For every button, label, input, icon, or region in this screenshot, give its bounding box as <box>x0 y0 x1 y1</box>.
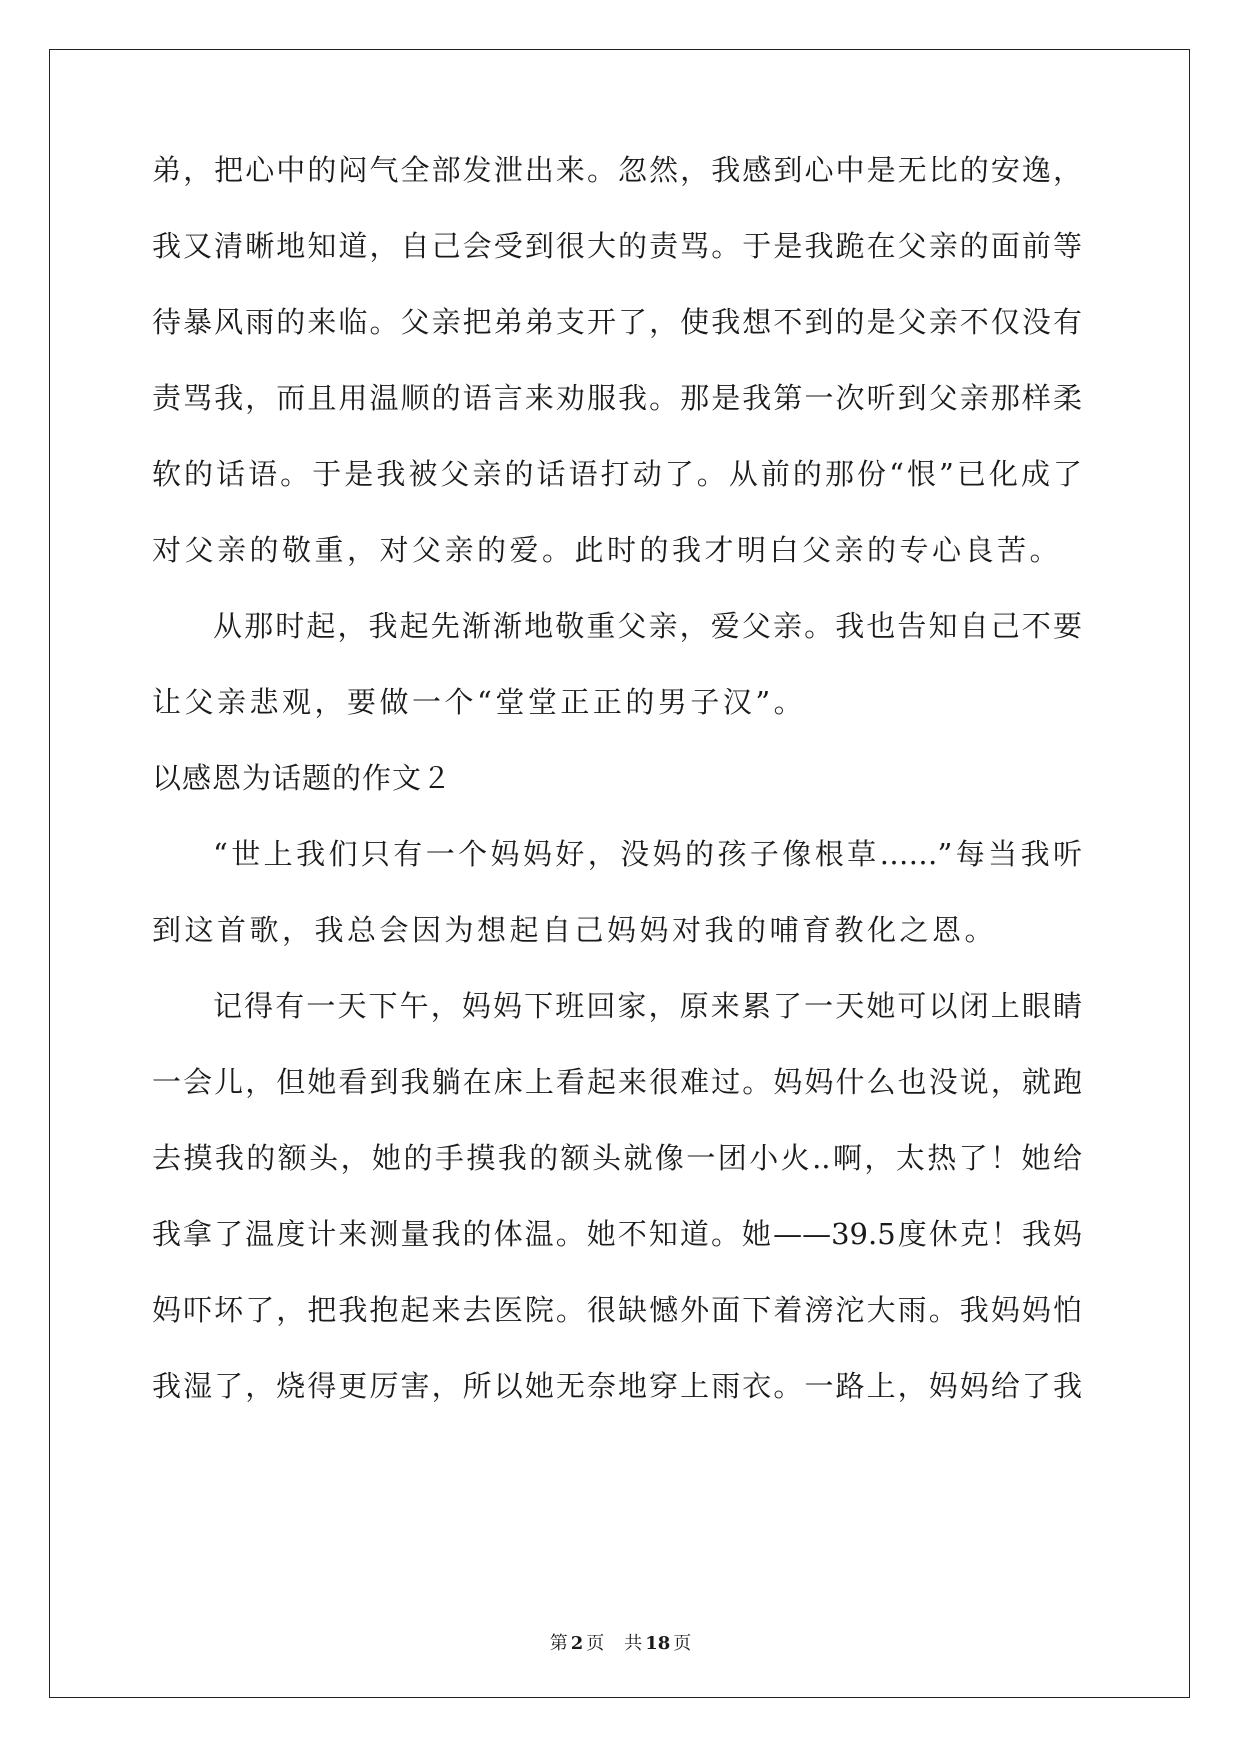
paragraph-line: 对父亲的敬重，对父亲的爱。此时的我才明白父亲的专心良苦。 <box>152 533 1063 567</box>
footer-total-pages: 18 <box>645 1633 671 1654</box>
paragraph-line: 我又清晰地知道，自己会受到很大的责骂。于是我跪在父亲的面前等 <box>152 229 1082 263</box>
footer-page-number: 2 <box>570 1633 584 1654</box>
paragraph-line: “世上我们只有一个妈妈好，没妈的孩子像根草……”每当我听 <box>213 837 1082 871</box>
paragraph-line: 一会儿，但她看到我躺在床上看起来很难过。妈妈什么也没说，就跑 <box>152 1065 1082 1099</box>
footer-page-suffix: 页 <box>586 1633 605 1654</box>
footer-total-suffix: 页 <box>673 1633 692 1654</box>
footer-prefix: 第 <box>549 1633 568 1654</box>
paragraph-line: 我湿了，烧得更厉害，所以她无奈地穿上雨衣。一路上，妈妈给了我 <box>152 1369 1082 1403</box>
footer-total-prefix: 共 <box>624 1633 643 1654</box>
paragraph-line: 弟，把心中的闷气全部发泄出来。忽然，我感到心中是无比的安逸， <box>152 153 1082 187</box>
paragraph-line: 我拿了温度计来测量我的体温。她不知道。她——39.5度休克！我妈 <box>152 1217 1082 1251</box>
paragraph-line: 到这首歌，我总会因为想起自己妈妈对我的哺育教化之恩。 <box>152 913 998 947</box>
paragraph-line: 软的话语。于是我被父亲的话语打动了。从前的那份“恨”已化成了 <box>152 457 1082 491</box>
section-heading: 以感恩为话题的作文２ <box>152 761 453 795</box>
paragraph-line: 待暴风雨的来临。父亲把弟弟支开了，使我想不到的是父亲不仅没有 <box>152 305 1082 339</box>
page-footer <box>0 1632 1241 1656</box>
paragraph-line: 让父亲悲观，要做一个“堂堂正正的男子汉”。 <box>152 685 807 719</box>
paragraph-line: 妈吓坏了，把我抱起来去医院。很缺憾外面下着滂沱大雨。我妈妈怕 <box>152 1293 1082 1327</box>
paragraph-line: 记得有一天下午，妈妈下班回家，原来累了一天她可以闭上眼睛 <box>213 989 1082 1023</box>
paragraph-line: 去摸我的额头，她的手摸我的额头就像一团小火..啊，太热了！她给 <box>152 1141 1082 1175</box>
paragraph-line: 从那时起，我起先渐渐地敬重父亲，爱父亲。我也告知自己不要 <box>213 609 1082 643</box>
paragraph-line: 责骂我，而且用温顺的语言来劝服我。那是我第一次听到父亲那样柔 <box>152 381 1082 415</box>
